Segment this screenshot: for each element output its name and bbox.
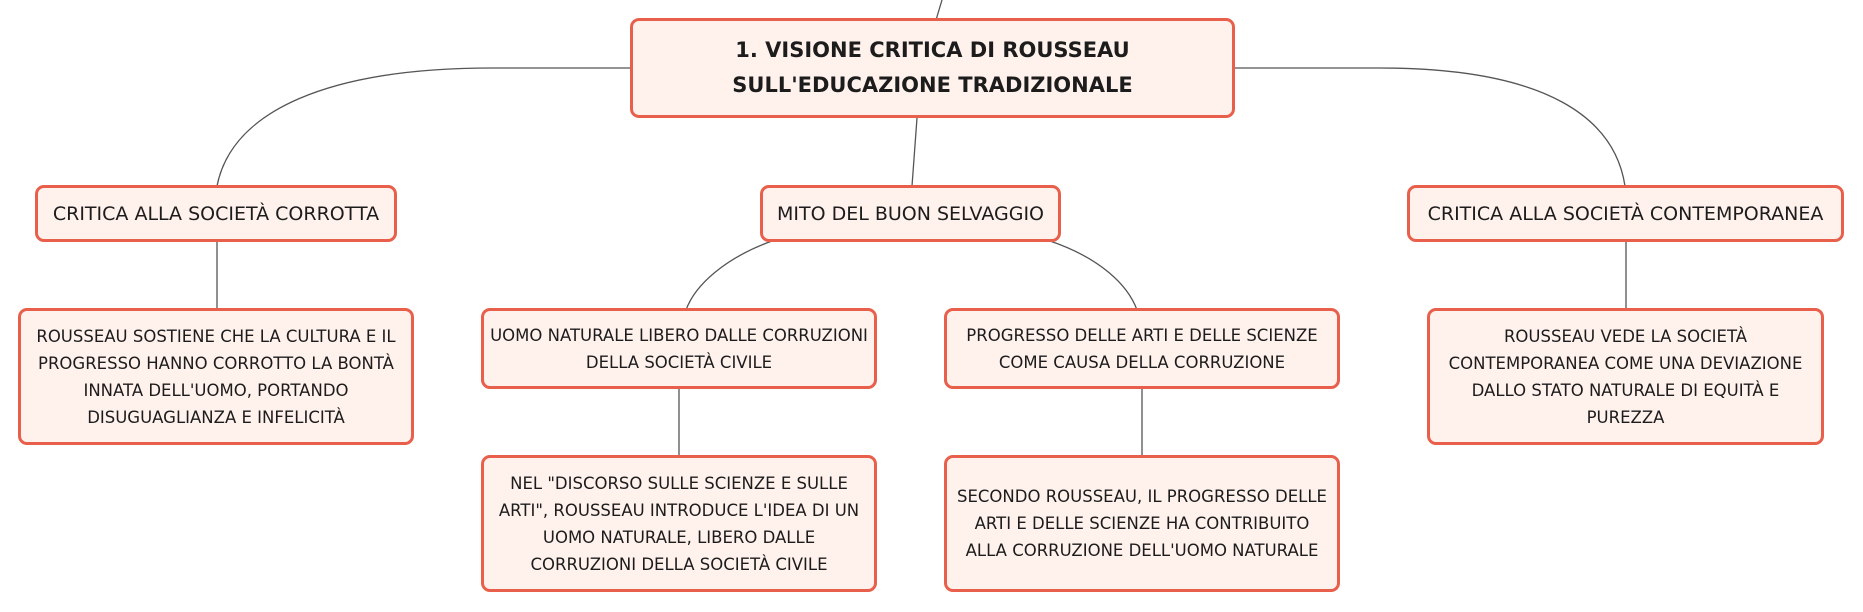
- detail-node-societa-contemporanea[interactable]: [1427, 308, 1824, 445]
- subtopic-progresso-arti-scienze[interactable]: [944, 308, 1340, 389]
- detail-node-societa-corrotta[interactable]: [18, 308, 414, 445]
- connector-root-to-branch-1: [217, 68, 632, 186]
- branch-critica-societa-corrotta[interactable]: [35, 185, 397, 242]
- detail-label: ROUSSEAU VEDE LA SOCIETÀ CONTEMPORANEA COME UNA DEVIAZIONE DALLO STATO NATURALE DI EQUITÀ E PUREZZA: [1448, 326, 1803, 427]
- detail-label: ROUSSEAU SOSTIENE CHE LA CULTURA E IL PROGRESSO HANNO CORROTTO LA BONTÀ INNATA DELL'UOMO, PORTANDO DISUGUAGLIANZA E INFELICITÀ: [36, 326, 396, 427]
- root-topic-label: 1. VISIONE CRITICA DI ROUSSEAU SULL'EDUCAZIONE TRADIZIONALE: [732, 38, 1133, 97]
- branch-mito-buon-selvaggio[interactable]: [760, 185, 1061, 242]
- connector-branch-2-to-sub-1: [686, 241, 772, 310]
- detail-node-discorso-scienze-arti[interactable]: [481, 455, 877, 592]
- connector-root-to-branch-3: [1233, 68, 1625, 186]
- branch-label: MITO DEL BUON SELVAGGIO: [776, 202, 1045, 225]
- branch-critica-societa-contemporanea[interactable]: [1407, 185, 1844, 242]
- branch-label: CRITICA ALLA SOCIETÀ CONTEMPORANEA: [1427, 202, 1824, 225]
- connector-to-parent: [936, 0, 942, 20]
- detail-label: NEL "DISCORSO SULLE SCIENZE E SULLE ARTI", ROUSSEAU INTRODUCE L'IDEA DI UN UOMO NATURALE, LIBERO DALLE CORRUZIONI DELLA SOCIETÀ CIVILE: [498, 473, 860, 574]
- detail-label: SECONDO ROUSSEAU, IL PROGRESSO DELLE ARTI E DELLE SCIENZE HA CONTRIBUITO ALLA CORRUZIONE DELL'UOMO NATURALE: [957, 487, 1327, 560]
- connector-root-to-branch-2: [912, 118, 917, 186]
- branch-label: CRITICA ALLA SOCIETÀ CORROTTA: [52, 202, 380, 225]
- subtopic-uomo-naturale[interactable]: [481, 308, 877, 389]
- connector-branch-2-to-sub-2: [1050, 241, 1137, 310]
- subtopic-label: UOMO NATURALE LIBERO DALLE CORRUZIONI DELLA SOCIETÀ CIVILE: [490, 325, 868, 372]
- root-topic-node[interactable]: [630, 18, 1235, 118]
- detail-node-secondo-rousseau[interactable]: [944, 455, 1340, 592]
- subtopic-label: PROGRESSO DELLE ARTI E DELLE SCIENZE COME CAUSA DELLA CORRUZIONE: [966, 325, 1318, 372]
